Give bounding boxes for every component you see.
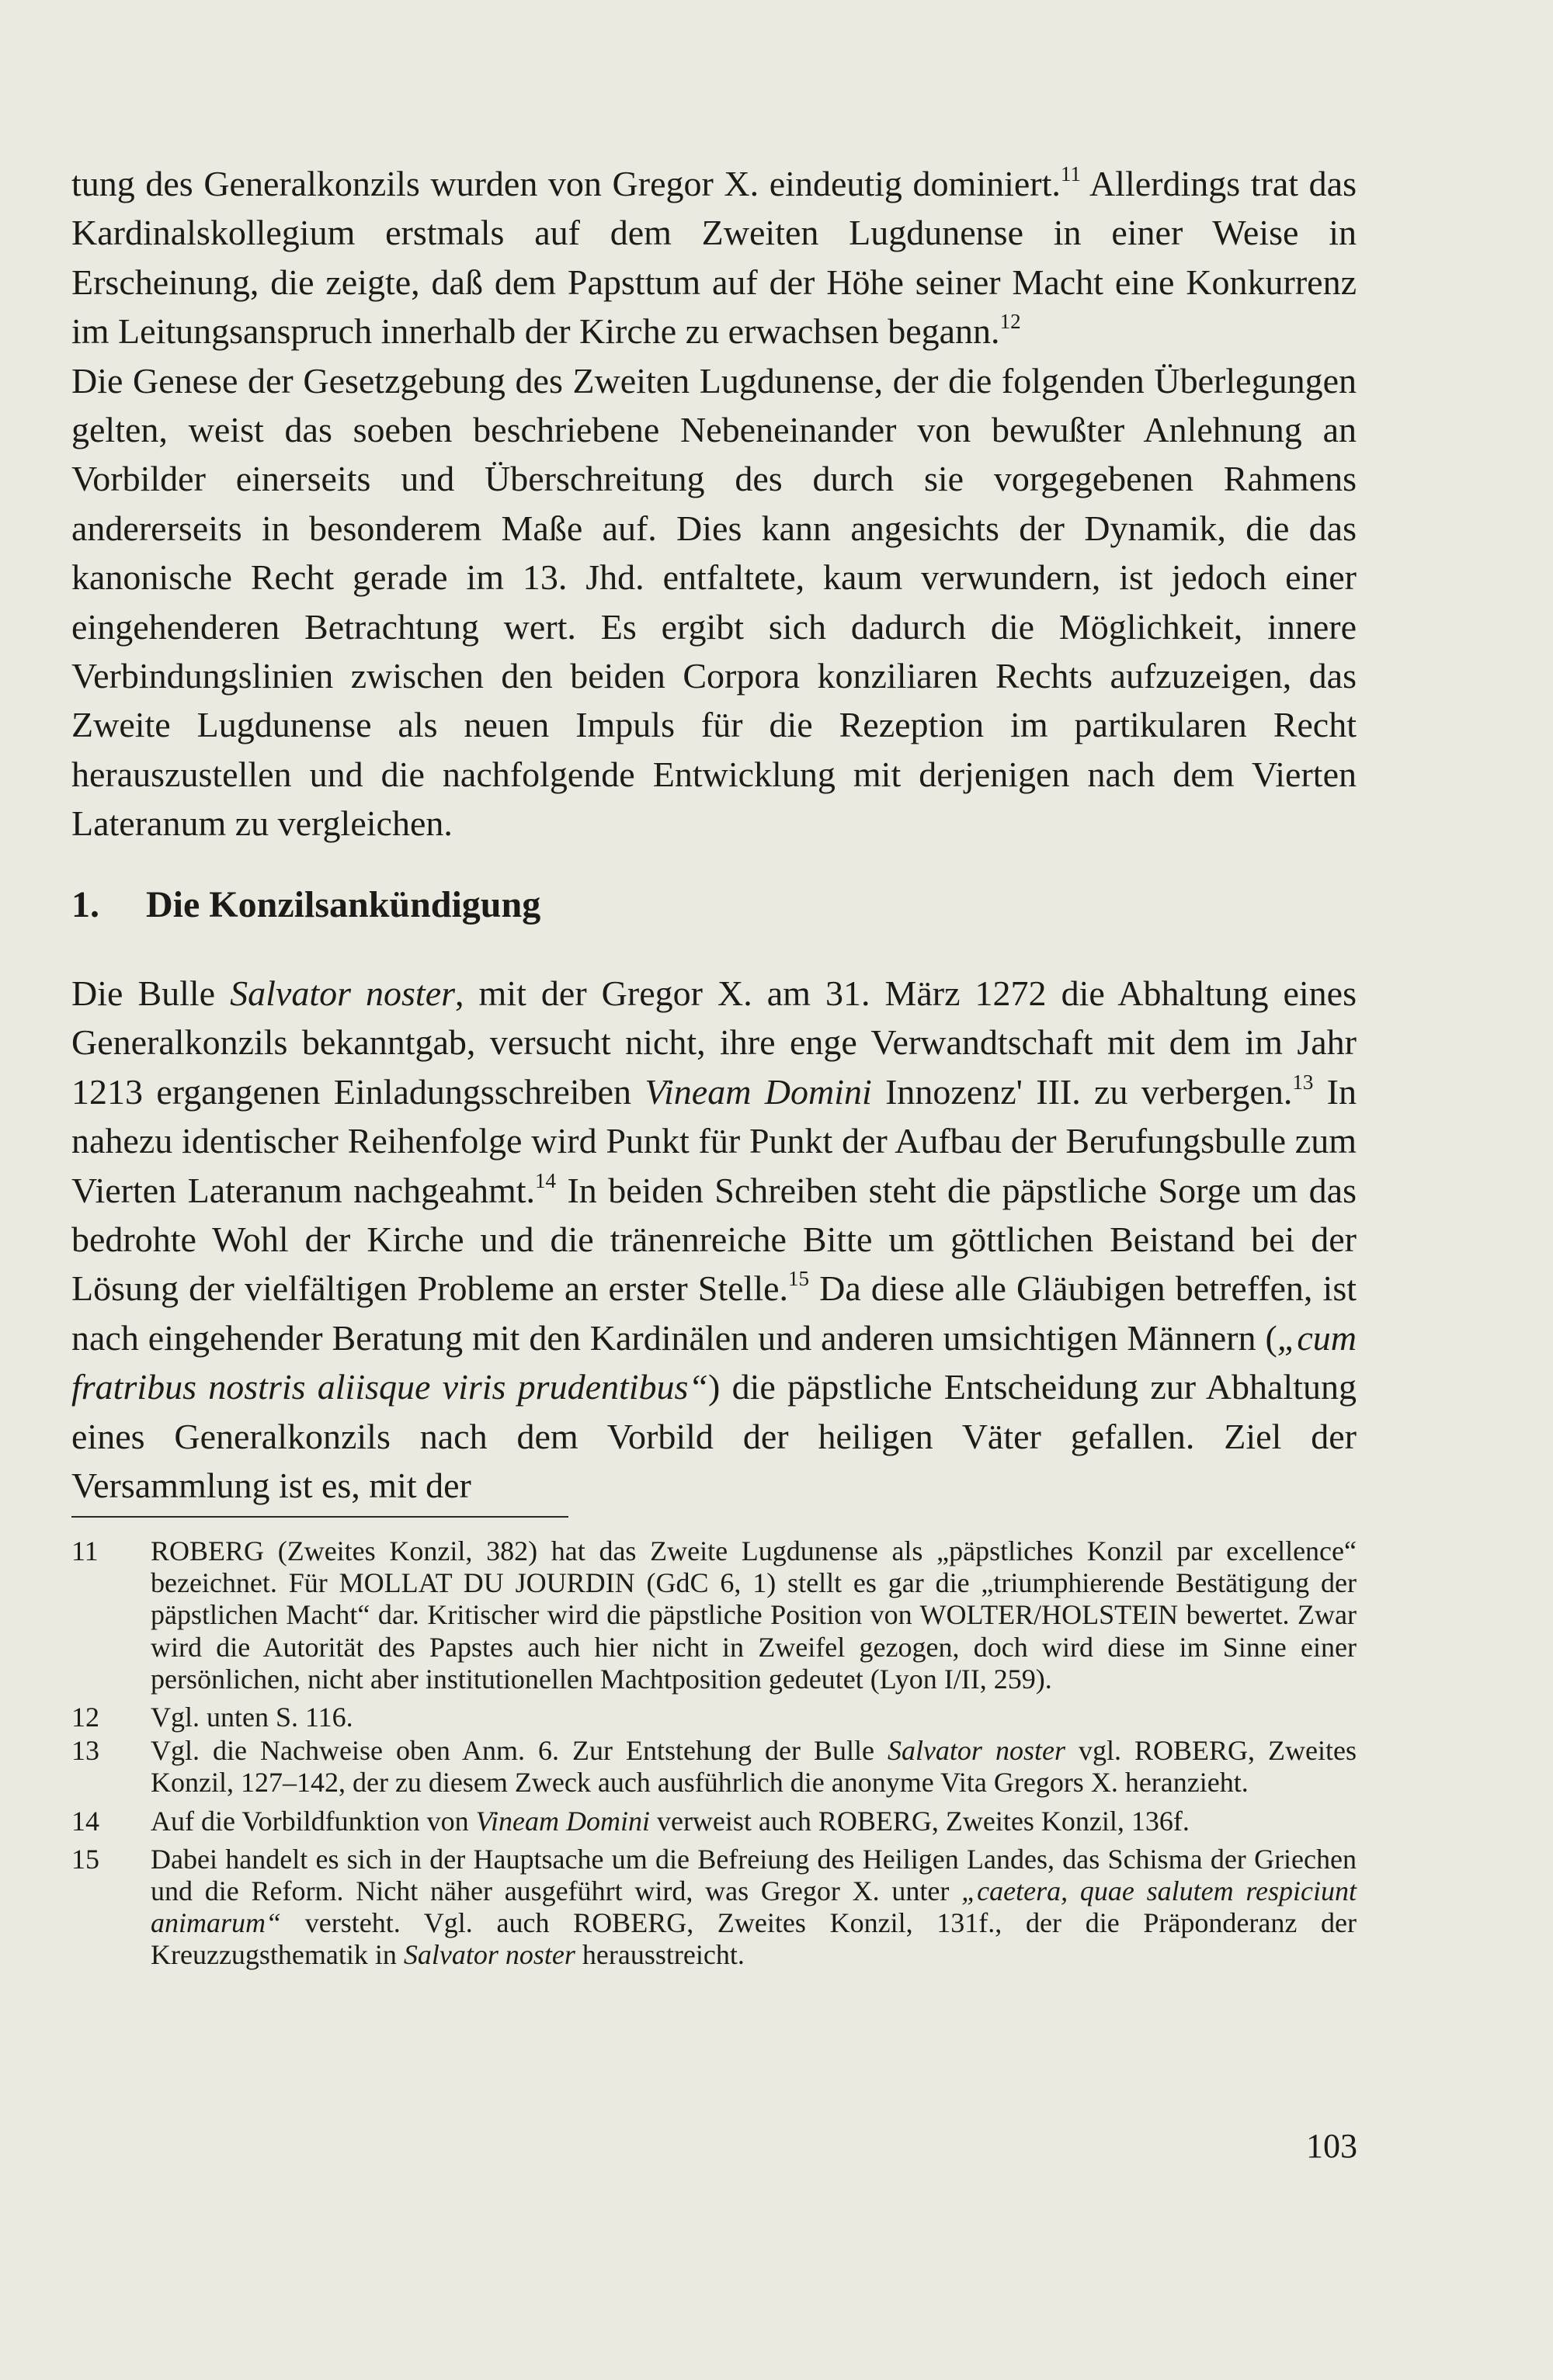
footnote-text: ROBERG (Zweites Konzil, 382) hat das Zweite Lugdunense als „päpstliches Konzil par excellence“ bezeichnet. Für MOLLAT DU JOURDIN (GdC 6, 1) stellt es gar die „triumphierende Bestätigung der päpstlichen Macht“ dar. Kritischer wird die päpstliche Position von WOLTER/HOLSTEIN bewertet. Zwar wird die Autorität des Papstes auch hier nicht in Zweifel gezogen, doch wird diese im Sinne einer persönlichen, nicht aber institutionellen Machtposition gedeutet (Lyon I/II, 259). xyxy=(151,1535,1357,1695)
footnote-ref-11: 11 xyxy=(1060,162,1081,186)
section-heading xyxy=(71,868,540,942)
body-paragraph-3: Die Bulle Salvator noster, mit der Gregor X. am 31. März 1272 die Abhaltung eines Generalkonzils bekanntgab, versucht nicht, ihre enge Verwandtschaft mit dem im Jahr 1213 ergangenen Einladungsschreiben Vineam Domini Innozenz' III. zu verbergen.$^{13}$ In nahezu identischer Reihenfolge wird Punkt für Punkt der Aufbau der Berufungsbulle zum Vierten Lateranum nachgeahmt.$^{14}$ In beiden Schreiben steht die päpstliche Sorge um das bedrohte Wohl der Kirche und die tränenreiche Bitte um göttlichen Beistand bei der Lösung der vielfältigen Probleme an erster Stelle.$^{15}$ Da diese alle Gläubigen betreffen, ist nach eingehender Beratung mit den Kardinälen und anderen umsichtigen Männern („cum fratribus nostris aliisque viris prudentibus“) die päpstliche Entscheidung zur Abhaltung eines Generalkonzils nach dem Vorbild der heiligen Väter gefallen. Ziel der Versammlung ist es, mit der xyxy=(71,973,1357,1506)
footnote-12 xyxy=(71,1702,1357,1733)
footnote-text: Dabei handelt es sich in der Hauptsache um die Befreiung des Heiligen Landes, das Schisma der Griechen und die Reform. Nicht näher ausgeführt wird, was Gregor X. unter „caetera, quae salutem respiciunt animarum“ versteht. Vgl. auch ROBERG, Zweites Konzil, 131f., der die Präponderanz der Kreuzzugsthematik in Salvator noster herausstreicht. xyxy=(151,1843,1357,1971)
footnote-number: 15 xyxy=(71,1843,99,1875)
footnote-ref-13: 13 xyxy=(1292,1070,1314,1094)
footnote-number: 14 xyxy=(71,1805,99,1837)
footnote-13 xyxy=(71,1735,1357,1799)
footnote-text: Auf die Vorbildfunktion von Vineam Domini verweist auch ROBERG, Zweites Konzil, 136f. xyxy=(151,1805,1190,1837)
footnotes xyxy=(71,1535,1357,1978)
footnote-number: 12 xyxy=(71,1702,99,1733)
footnote-divider xyxy=(71,1516,568,1518)
footnote-15 xyxy=(71,1844,1357,1972)
footnote-11 xyxy=(71,1535,1357,1695)
footnote-ref-14: 14 xyxy=(535,1168,557,1192)
footnote-number: 11 xyxy=(71,1535,99,1566)
section-number: 1. xyxy=(71,884,99,925)
footnote-14 xyxy=(71,1806,1357,1837)
page-number: 103 xyxy=(1306,2127,1357,2165)
footnote-ref-12: 12 xyxy=(999,310,1021,334)
footnote-number: 13 xyxy=(71,1735,99,1767)
footnote-text: Vgl. unten S. 116. xyxy=(151,1702,353,1733)
section-title: Die Konzilsankündigung xyxy=(146,884,541,925)
body-paragraph-2: Die Genese der Gesetzgebung des Zweiten Lugdunense, der die folgenden Überlegungen gelten, weist das soeben beschriebene Nebeneinander von bewußter Anlehnung an Vorbilder einerseits und Überschreitung des durch sie vorgegebenen Rahmens andererseits in besonderem Maße auf. Dies kann angesichts der Dynamik, die das kanonische Recht gerade im 13. Jhd. entfaltete, kaum verwundern, ist jedoch einer eingehenderen Betrachtung wert. Es ergibt sich dadurch die Möglichkeit, innere Verbindungslinien zwischen den beiden Corpora konziliaren Rechts aufzuzeigen, das Zweite Lugdunense als neuen Impuls für die Rezeption im partikularen Recht herauszustellen und die nachfolgende Entwicklung mit derjenigen nach dem Vierten Lateranum zu vergleichen. xyxy=(71,360,1357,844)
body-paragraph-1: tung des Generalkonzils wurden von Gregor X. eindeutig dominiert.$^{11}$ Allerdings trat das Kardinalskollegium erstmals auf dem Zweiten Lugdunense in einer Weise in Erscheinung, die zeigte, daß dem Papsttum auf der Höhe seiner Macht eine Konkurrenz im Leitungsanspruch innerhalb der Kirche zu erwachsen begann.$^{12}$ xyxy=(71,162,1357,352)
body-text-upper xyxy=(71,159,1357,848)
footnote-text: Vgl. die Nachweise oben Anm. 6. Zur Entstehung der Bulle Salvator noster vgl. ROBERG, Zweites Konzil, 127–142, der zu diesem Zweck auch ausführlich die anonyme Vita Gregors X. heranzieht. xyxy=(151,1735,1357,1799)
body-text-lower xyxy=(71,969,1357,1510)
footnote-ref-15: 15 xyxy=(788,1267,810,1291)
